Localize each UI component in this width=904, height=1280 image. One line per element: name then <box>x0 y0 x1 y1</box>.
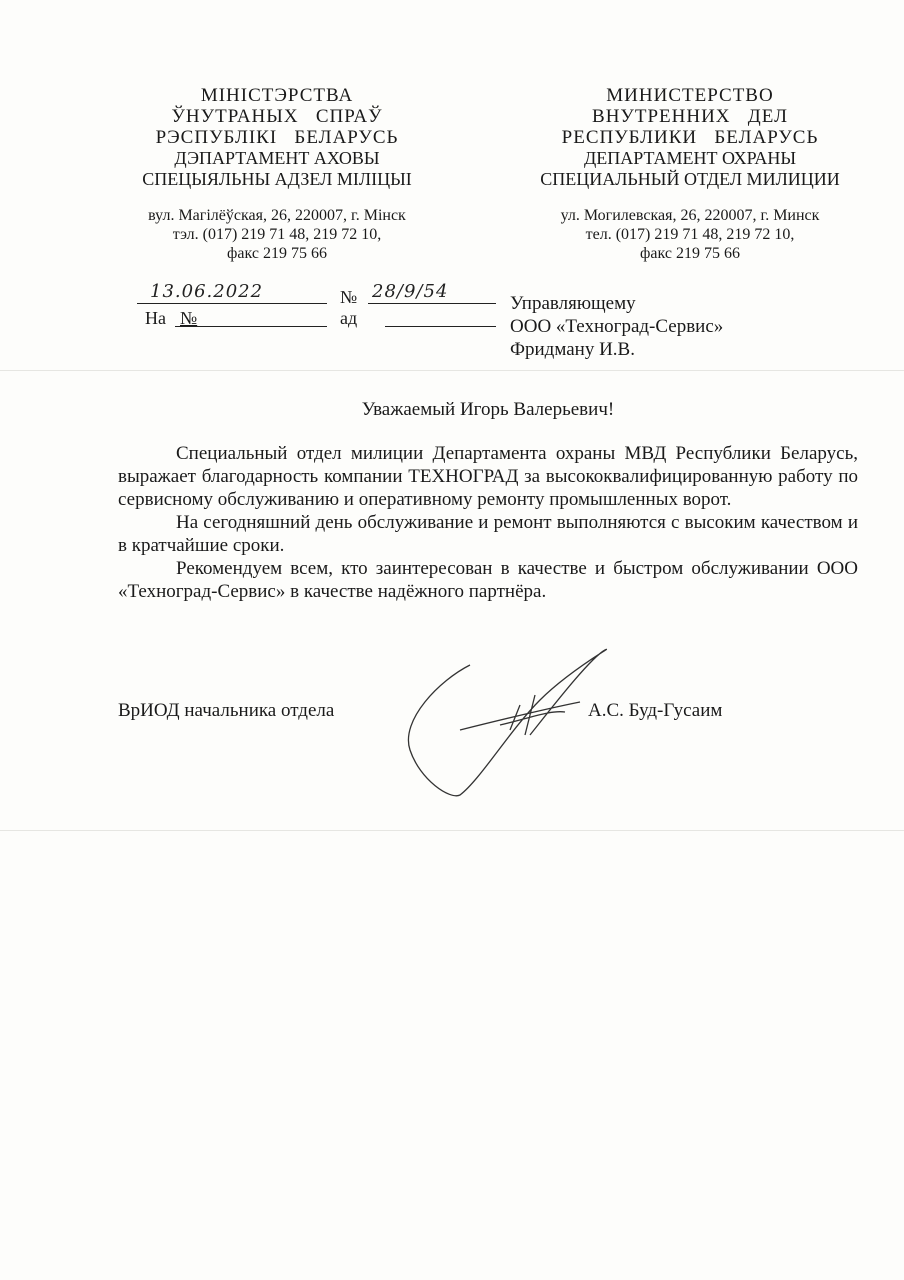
handwritten-number: 28/9/54 <box>372 281 449 302</box>
ad-line <box>385 326 496 327</box>
address-line: ул. Могилевская, 26, 220007, г. Минск <box>560 207 820 224</box>
signature-icon <box>400 640 640 810</box>
paragraph: Специальный отдел милиции Департамента охраны МВД Республики Беларусь, выражает благодарность компании ТЕХНОГРАД за высококвалифицированную работу по сервисному обслуживанию и оперативному ремонту промышленных ворот. <box>118 443 858 510</box>
address-line: факс 219 75 66 <box>227 245 327 262</box>
paragraph: На сегодняшний день обслуживание и ремонт выполняются с высоким качеством и в кратчайшие сроки. <box>118 512 858 556</box>
addressee-line: ООО «Техноград-Сервис» <box>510 316 724 337</box>
header-line: МІНІСТЭРСТВА <box>200 85 354 106</box>
na-label: На <box>145 308 166 328</box>
number-line <box>368 303 496 304</box>
paper-fold <box>0 830 904 831</box>
salutation: Уважаемый Игорь Валерьевич! <box>361 399 615 420</box>
address-line: вул. Магілёўская, 26, 220007, г. Мінск <box>148 207 406 224</box>
signer-position: ВрИОД начальника отдела <box>118 700 335 721</box>
na-line <box>175 326 327 327</box>
header-line: МИНИСТЕРСТВО <box>606 85 774 106</box>
addressee <box>510 292 723 361</box>
ad-label: ад <box>340 308 358 328</box>
header-line: ДЕПАРТАМЕНТ ОХРАНЫ <box>583 148 797 168</box>
letter-body <box>118 398 858 603</box>
na-number-label: № <box>180 308 198 328</box>
handwritten-date: 13.06.2022 <box>150 281 264 302</box>
header-line: ДЭПАРТАМЕНТ АХОВЫ <box>174 148 380 168</box>
header-russian <box>525 85 855 263</box>
header-line: ВНУТРЕННИХ ДЕЛ <box>592 106 788 127</box>
signature-block <box>118 700 858 722</box>
paper-fold <box>0 370 904 371</box>
header-line: СПЕЦЫЯЛЬНЫ АДЗЕЛ МІЛІЦЫІ <box>142 169 412 189</box>
address-line: факс 219 75 66 <box>640 245 740 262</box>
paragraph: Рекомендуем всем, кто заинтересован в качестве и быстром обслуживании ООО «Техноград-Сервис» в качестве надёжного партнёра. <box>118 558 858 602</box>
date-line <box>137 303 327 304</box>
header-line: ЎНУТРАНЫХ СПРАЎ <box>171 106 383 127</box>
header-line: СПЕЦИАЛЬНЫЙ ОТДЕЛ МИЛИЦИИ <box>540 169 840 189</box>
header-line: РЭСПУБЛІКІ БЕЛАРУСЬ <box>155 127 399 148</box>
number-label: № <box>340 287 358 307</box>
address-line: тел. (017) 219 71 48, 219 72 10, <box>585 226 795 243</box>
address-line: тэл. (017) 219 71 48, 219 72 10, <box>172 226 382 243</box>
signer-name: А.С. Буд-Гусаим <box>588 700 723 721</box>
header-line: РЕСПУБЛИКИ БЕЛАРУСЬ <box>561 127 819 148</box>
header-belarusian <box>112 85 442 263</box>
addressee-line: Фридману И.В. <box>510 339 635 360</box>
addressee-line: Управляющему <box>510 293 636 314</box>
